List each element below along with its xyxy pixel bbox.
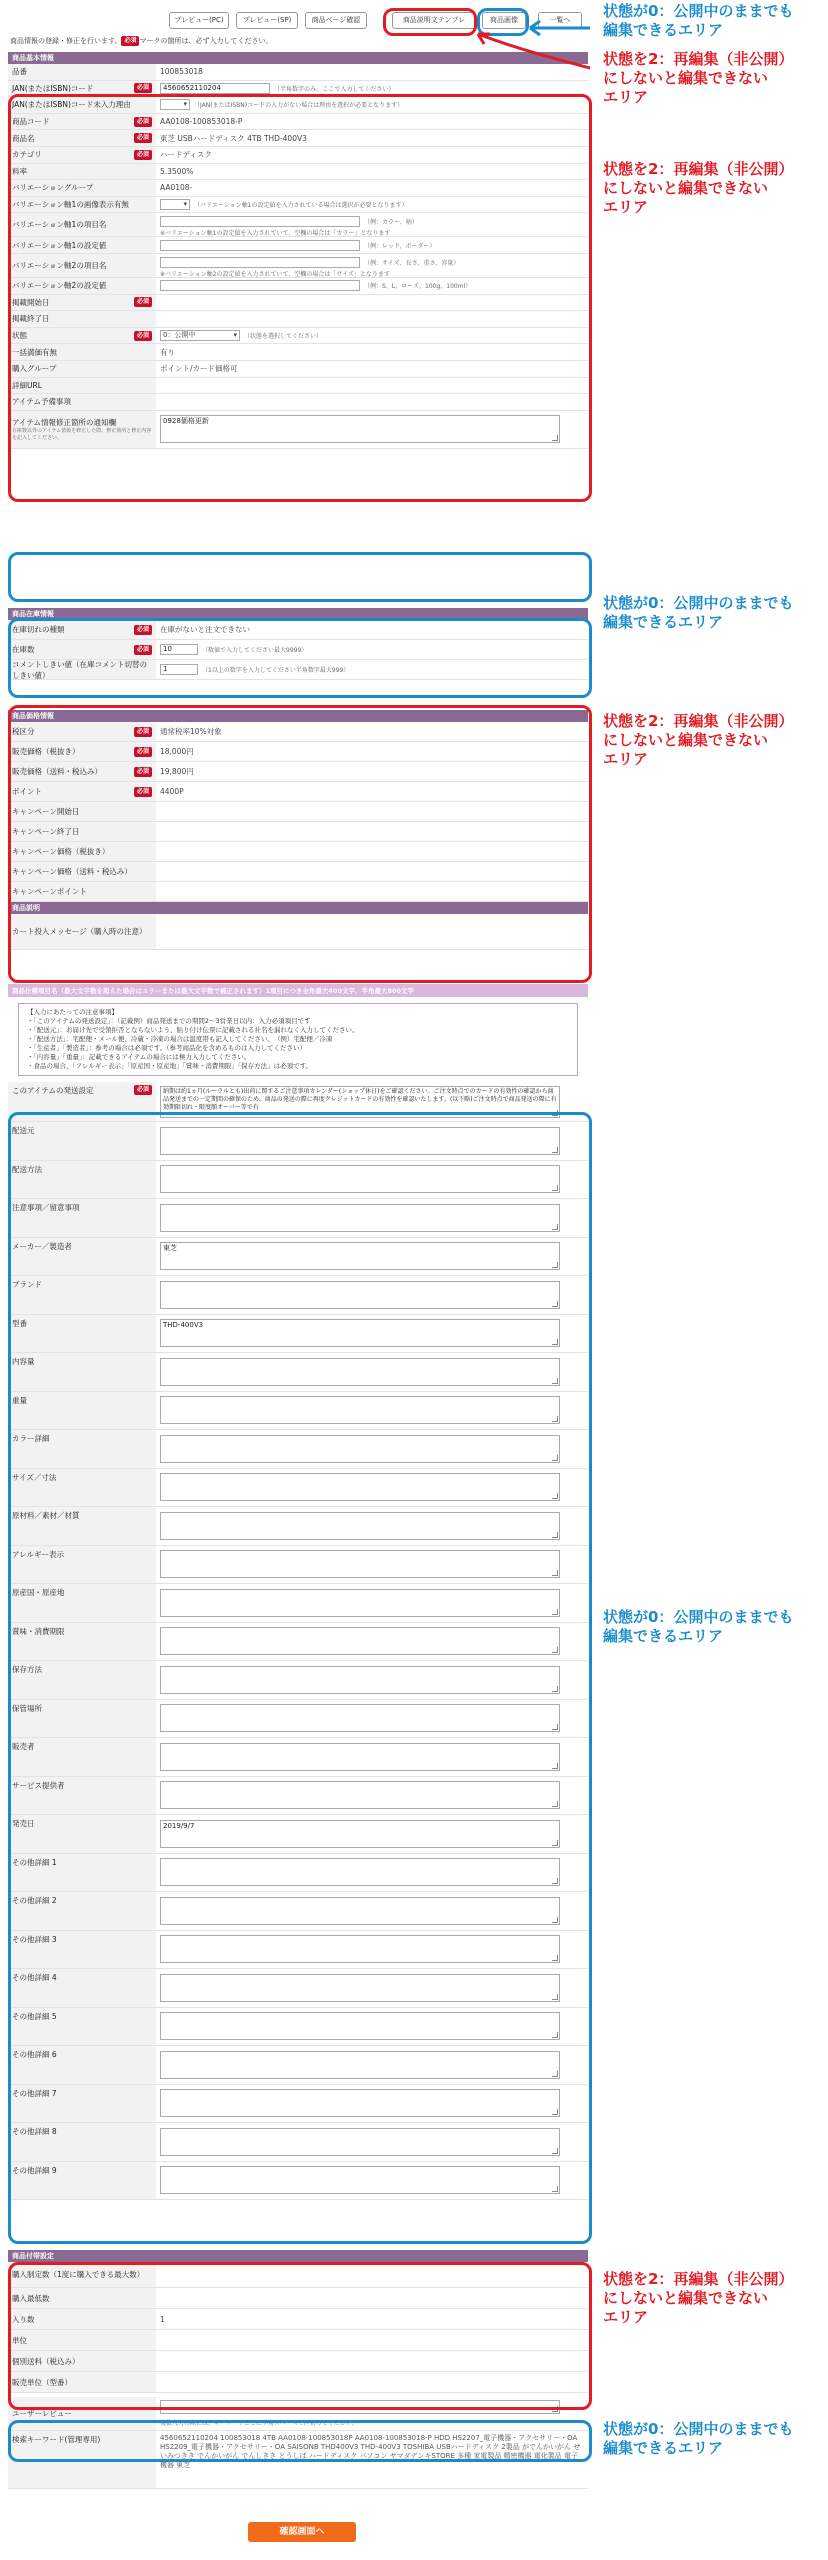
field-note-sub: ※バリエーション軸1の設定値を入力されていて、空欄の場合は「カラー」となります	[160, 230, 391, 238]
spec-area-highlight	[8, 1112, 592, 2244]
item-info-textarea[interactable]: 0928価格更新	[160, 415, 560, 443]
spec-label-text: 配送元	[12, 1126, 35, 1135]
annotation-spec: 状態が0：公開中のままでも 編集できるエリア	[603, 1608, 794, 1645]
field-value-text: 100853018	[160, 67, 203, 77]
field-value-text: AA0108-100853018-P	[160, 117, 243, 127]
basic-area-highlight	[8, 94, 592, 502]
field-value-text: 通常税率10%対象	[160, 727, 222, 736]
field-value-text: 5.3500%	[160, 166, 194, 176]
spec-label-text: 賞味・消費期限	[12, 1626, 65, 1636]
spec-textarea[interactable]: 納期は約1ヵ月(ルーラルとも)出荷に関するご注意事項カレンダー(ショップ休日)をご確認ください。ご注文時点でのカードの有効性の確認から商品発送までの一定期間の確保のため、商品の発送の際に再度クレジットカードの有効性を確認いたします。(以下略)ご注文時点で商品発送の際に有効期限切れ・限度額オーバー等で有	[160, 1086, 560, 1118]
field-label-text: 販売価格（税抜き）	[12, 747, 80, 756]
annotation-purchase: 状態を2：再編集（非公開） にしないと編集できない エリア	[603, 2270, 794, 2326]
field-value-text: 18,000円	[160, 747, 194, 756]
field-label-text: 詳細URL	[12, 380, 42, 390]
spec-label-text: その他詳細 1	[12, 1857, 57, 1867]
notify-area-highlight	[8, 552, 592, 602]
spec-label-text: その他詳細 5	[12, 2011, 57, 2021]
required-badge: 必須	[134, 83, 152, 93]
price-area-highlight	[8, 705, 592, 983]
purchase-area-highlight	[8, 2262, 592, 2410]
required-badge: 必須	[134, 727, 152, 737]
preview-sp-button[interactable]: プレビュー(SP)	[236, 12, 298, 29]
field-label-text: バリエーション軸2の設定値	[12, 281, 107, 291]
notice-title: 【入力にあたっての注意事項】	[27, 1008, 118, 1016]
field-note: （半角数字のみ。ここで入力してください）	[274, 85, 395, 93]
section-header-basic: 商品基本情報	[8, 52, 588, 64]
notice-line: ・「このアイテムの発送設定」：（記載例）商品発送までの期間2〜3営業日以内：入力必須項目です	[27, 1017, 311, 1025]
spec-label-text: アレルギー表示	[12, 1549, 65, 1559]
spec-label-text: 内容量	[12, 1357, 35, 1366]
field-label-text: バリエーション軸2の項目名	[12, 260, 107, 270]
input-notice	[18, 1003, 578, 1076]
field-label-text: JAN(またはISBN)コード未入力理由	[12, 100, 131, 110]
spec-label-text: サービス提供者	[12, 1780, 65, 1790]
stock-area-highlight	[8, 618, 592, 698]
annotation-basic: 状態を2：再編集（非公開） にしないと編集できない エリア	[603, 160, 794, 216]
field-label-text: キャンペーンポイント	[12, 887, 87, 896]
spec-label-text: 発売日	[12, 1819, 35, 1828]
cart-message-label: カート投入メッセージ（購入時の注意）	[8, 914, 156, 949]
field-label-text: ポイント	[12, 787, 42, 796]
spec-label-text: 注意事項／留意事項	[12, 1203, 80, 1212]
field-note: （数値で入力してください最大9999）	[202, 647, 308, 654]
spec-label-text: このアイテムの発送設定	[12, 1086, 94, 1095]
notice-line: ・「配送元」：お届け先で受領拒否とならないよう、貼り付け伝票に記載される社名を漏れなく入力してください。	[27, 1026, 359, 1034]
field-note: （例：サイズ、長さ、重さ、容量）	[364, 259, 460, 267]
required-badge: 必須	[134, 625, 152, 635]
field-value-text: ハードディスク	[160, 150, 212, 160]
required-badge: 必須	[134, 133, 152, 143]
field-label-text: 在庫数	[12, 645, 35, 654]
item-info-label: アイテム情報修正箇所の通知欄 在庫数以外のアイテム情報を修正した際、修正箇所と修正内容を記入してください。	[8, 411, 156, 448]
spec-label-text: その他詳細 8	[12, 2127, 57, 2136]
field-note: （状態を選択してください）	[244, 333, 323, 341]
spec-textarea[interactable]: THD-400V3	[160, 1319, 560, 1347]
notice-line: ・「内容量」「重量」：記載できるアイテムの場合には極力入力してください。	[27, 1053, 251, 1061]
field-label-text: バリエーション軸1の設定値	[12, 240, 107, 250]
annotation-notify: 状態が0：公開中のままでも 編集できるエリア	[603, 594, 794, 631]
section-header-spec: 商品仕様項目名（最大文字数を超えた場合はエラーまたは最大文字数で補正されます）1項目につき全角最大400文字、半角最大800文字	[8, 984, 588, 997]
product-image-button[interactable]: 商品画像	[482, 12, 526, 29]
section-header-price: 商品価格情報	[8, 710, 588, 722]
confirm-button[interactable]: 確認画面へ	[248, 2522, 356, 2542]
field-label-text: アイテム予備事項	[12, 397, 71, 407]
required-badge: 必須	[134, 297, 152, 307]
field-label-text: バリエーショングループ	[12, 183, 94, 193]
field-label-text: バリエーション軸1の項目名	[12, 220, 107, 230]
notice-line: ・食品の場合、「アレルギー表示」「原産国・原産地」「賞味・消費期限」「保存方法」は必須です。	[27, 1062, 313, 1070]
field-value-text: AA0108-	[160, 183, 193, 193]
field-note: （JAN(またはISBN)コードの入力がない場合は理由を選択が必要となります）	[194, 102, 404, 110]
field-value-text: 19,800円	[160, 767, 194, 776]
spec-label-text: その他詳細 9	[12, 2165, 57, 2175]
product-page-check-button[interactable]: 商品ページ確認	[305, 12, 367, 29]
field-note: （例：レッド、ボーダー）	[364, 242, 436, 250]
field-label-text: 掲載開始日	[12, 297, 50, 307]
spec-textarea[interactable]: 2019/9/7	[160, 1820, 560, 1848]
field-label-text: 購入グループ	[12, 364, 57, 374]
field-label-text: 販売価格（送料・税込み）	[12, 767, 102, 776]
spec-label-text: その他詳細 7	[12, 2088, 57, 2098]
notice-line: ・「配送方法」：宅配便・メール便、冷蔵・冷凍の場合は温度帯も記入してください。 （例）宅配便／冷凍	[27, 1035, 333, 1043]
purchase-label: 購入最低数	[8, 2288, 156, 2308]
field-label-text: カテゴリ	[12, 150, 42, 160]
purchase-label: 販売単位（型番）	[8, 2372, 156, 2392]
spec-label-text: 型番	[12, 1318, 27, 1328]
field-label-text: 商品コード	[12, 117, 50, 127]
field-label-text: 状態	[12, 331, 27, 341]
field-label-text: JAN(またはISBN)コード	[12, 83, 94, 93]
annotation-keyword: 状態が0：公開中のままでも 編集できるエリア	[603, 2420, 794, 2457]
preview-pc-button[interactable]: プレビュー(PC)	[169, 12, 229, 29]
spec-label-text: 配送方法	[12, 1164, 42, 1174]
text-input[interactable]: 1	[160, 664, 198, 675]
field-label-text: キャンペーン開始日	[12, 807, 80, 816]
required-badge: 必須	[134, 117, 152, 127]
field-value-text: 4400P	[160, 787, 184, 796]
chevron-down-icon: ▾	[183, 100, 187, 109]
chevron-down-icon: ▾	[183, 200, 187, 209]
keyword-label: ユーザーレビュー	[8, 2397, 156, 2430]
required-badge: 必須	[134, 787, 152, 797]
spec-label-text: 原産国・原産地	[12, 1588, 65, 1597]
annotation-price: 状態を2：再編集（非公開） にしないと編集できない エリア	[603, 712, 794, 768]
search-keyword-value: 4560652110204 100853018 4TB AA0108-100853018P AA0108-100853018-P HDD HS2207_電子機器・アクセサリー・OA HS2209_電子機器・アクセサリー・OA SAISONB THD400V3 THD-400V3 TOSHIBA USBハードディスク 2製品 がでんかいがん せいみつきき でんかいがん でんしきき とうしば ハードディスク パソコン ヤマダデンキSTORE 多種 家電製品 精密機器 電化製品 電子機器 東芝	[160, 2434, 581, 2469]
field-note: （例：S、L、ローズ、100g、100ml）	[364, 283, 472, 291]
field-label-text: キャンペーン価格（税抜き）	[12, 847, 110, 856]
field-label-text: 料率	[12, 166, 27, 176]
field-value-text: 東芝 USBハードディスク 4TB THD-400V3	[160, 133, 307, 143]
spec-label-text: 保存方法	[12, 1665, 42, 1674]
chevron-down-icon: ▾	[233, 331, 237, 340]
purchase-label: 入り数	[8, 2309, 156, 2329]
purchase-label: 購入制定数（1度に購入できる最大数）	[8, 2262, 156, 2287]
field-label-text: 品番	[12, 67, 27, 77]
required-badge: 必須	[134, 150, 152, 160]
field-label-text: キャンペーン終了日	[12, 827, 80, 836]
required-badge: 必須	[134, 747, 152, 757]
field-note: （1以上の数字を入力してください半角数字最大999）	[202, 667, 350, 674]
required-badge: 必須	[134, 1085, 152, 1095]
purchase-value: 1	[160, 2314, 165, 2324]
section-header-purchase: 商品付帯設定	[8, 2250, 588, 2262]
keyword-area-highlight	[8, 2420, 592, 2462]
field-value-text: ポイント/カード価格可	[160, 364, 238, 374]
field-note-sub: ※バリエーション軸2の設定値を入力されていて、空欄の場合は「サイズ」となります	[160, 270, 390, 278]
annotation-blue-tab: 状態が0：公開中のままでも 編集できるエリア	[603, 2, 794, 39]
spec-label-text: カラー詳細	[12, 1434, 50, 1443]
field-note: （例：カラー、柄）	[364, 219, 418, 227]
field-label-text: 商品名	[12, 133, 35, 143]
spec-label-text: その他詳細 3	[12, 1934, 57, 1944]
spec-textarea[interactable]: 東芝	[160, 1242, 560, 1270]
spec-label-text: その他詳細 4	[12, 1973, 57, 1982]
purchase-label: 個別送料（税込み）	[8, 2351, 156, 2371]
search-keyword-label: 検索キーワード(管理専用)	[8, 2431, 156, 2488]
spec-label-text: 販売者	[12, 1742, 35, 1751]
field-value-text: 在庫がないと注文できない	[160, 625, 250, 634]
notice-line: ・「生産者」「製造者」：参考の場合は必須です。（参考商品化を含めるものは入力してください）	[27, 1044, 306, 1052]
spec-label-text: その他詳細 2	[12, 1896, 57, 1905]
spec-label-text: 原材料／素材／材質	[12, 1511, 80, 1520]
field-label-text: 税区分	[12, 727, 35, 736]
field-label-text: 掲載終了日	[12, 314, 50, 324]
spec-label-text: 保管場所	[12, 1703, 42, 1713]
spec-label-text: ブランド	[12, 1280, 42, 1289]
spec-label-text: サイズ／寸法	[12, 1472, 57, 1482]
text-input[interactable]: 4560652110204	[160, 83, 270, 94]
select-value: 0：公開中	[163, 331, 196, 340]
field-label-text: 在庫切れの種類	[12, 625, 65, 634]
spec-label-text: メーカー／製造者	[12, 1241, 72, 1251]
description-template-button[interactable]: 商品説明文テンプレ	[392, 12, 476, 29]
field-label-text: バリエーション軸1の画像表示有無	[12, 200, 129, 210]
spec-label-text: その他詳細 6	[12, 2050, 57, 2059]
required-badge: 必須	[134, 767, 152, 777]
annotation-red-tab: 状態を2：再編集（非公開） にしないと編集できない エリア	[603, 50, 794, 106]
field-label-text: キャンペーン価格（送料・税込み）	[12, 867, 132, 876]
section-header-description: 商品説明	[8, 902, 588, 914]
required-badge: 必須	[134, 645, 152, 655]
spec-label-text: 重量	[12, 1395, 27, 1405]
field-note: （バリエーション軸1の設定値を入力されている場合は選択が必要となります）	[194, 202, 408, 210]
section-header-stock: 商品在庫情報	[8, 608, 588, 620]
keyword-note: 複数入力の際には、キーワードごとに半角スペースで区切ってください。	[160, 2420, 358, 2427]
list-button[interactable]: 一覧へ	[538, 12, 582, 29]
text-input[interactable]: 10	[160, 644, 198, 655]
field-label-text: 一括満価有無	[12, 347, 57, 357]
field-value-text: 有り	[160, 347, 175, 357]
purchase-label: 単位	[8, 2330, 156, 2350]
required-badge: 必須	[134, 331, 152, 341]
field-label-text: コメントしきい値（在庫コメント切替のしきい値）	[12, 659, 147, 680]
intro-text: 商品情報の登録・修正を行います。 必須 マークの箇所は、必ず入力してください。	[10, 37, 273, 45]
